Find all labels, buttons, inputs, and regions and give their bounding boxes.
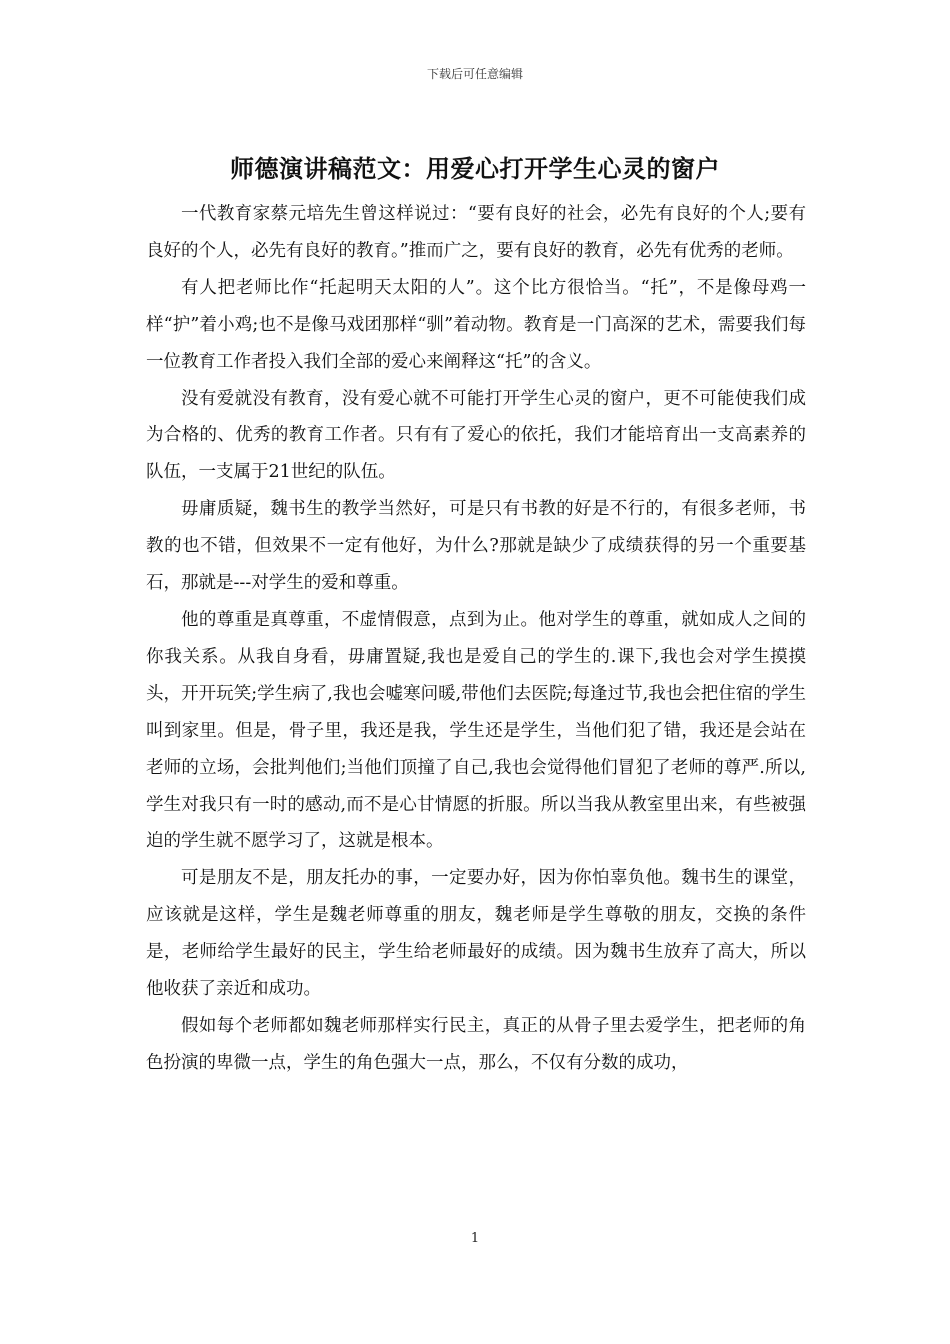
document-body bbox=[146, 196, 806, 1082]
paragraph: 毋庸质疑，魏书生的教学当然好，可是只有书教的好是不行的，有很多老师，书教的也不错，但效果不一定有他好，为什么?那就是缺少了成绩获得的另一个重要基石，那就是---对学生的爱和尊重。 bbox=[146, 499, 806, 594]
paragraph: 可是朋友不是，朋友托办的事，一定要办好，因为你怕辜负他。魏书生的课堂，应该就是这样，学生是魏老师尊重的朋友，魏老师是学生尊敬的朋友，交换的条件是，老师给学生最好的民主，学生给老师最好的成绩。因为魏书生放弃了高大，所以他收获了亲近和成功。 bbox=[146, 868, 806, 1000]
paragraph: 没有爱就没有教育，没有爱心就不可能打开学生心灵的窗户，更不可能使我们成为合格的、优秀的教育工作者。只有有了爱心的依托，我们才能培育出一支高素养的队伍，一支属于21世纪的队伍。 bbox=[146, 388, 806, 483]
paragraph: 有人把老师比作“托起明天太阳的人”。这个比方很恰当。“托”，不是像母鸡一样“护”着小鸡;也不是像马戏团那样“驯”着动物。教育是一门高深的艺术，需要我们每一位教育工作者投入我们全部的爱心来阐释这“托”的含义。 bbox=[146, 277, 806, 372]
paragraph: 假如每个老师都如魏老师那样实行民主，真正的从骨子里去爱学生，把老师的角色扮演的卑微一点，学生的角色强大一点，那么，不仅有分数的成功， bbox=[146, 1015, 806, 1073]
document-title: 师德演讲稿范文：用爱心打开学生心灵的窗户 bbox=[230, 154, 720, 183]
paragraph: 一代教育家蔡元培先生曾这样说过：“要有良好的社会，必先有良好的个人;要有良好的个人，必先有良好的教育。”推而广之，要有良好的教育，必先有优秀的老师。 bbox=[146, 204, 806, 261]
page-header: 下载后可任意编辑 bbox=[426, 67, 523, 81]
paragraph: 他的尊重是真尊重，不虚情假意，点到为止。他对学生的尊重，就如成人之间的你我关系。从我自身看，毋庸置疑,我也是爱自己的学生的.课下,我也会对学生摸摸头，开开玩笑;学生病了,我也会嘘寒问暖,带他们去医院;每逢过节,我也会把住宿的学生叫到家里。但是，骨子里，我还是我，学生还是学生，当他们犯了错，我还是会站在老师的立场，会批判他们;当他们顶撞了自己,我也会觉得他们冒犯了老师的尊严.所以,学生对我只有一时的感动,而不是心甘情愿的折服。所以当我从教室里出来，有些被强迫的学生就不愿学习了，这就是根本。 bbox=[146, 609, 806, 852]
page-number: 1 bbox=[470, 1231, 480, 1246]
